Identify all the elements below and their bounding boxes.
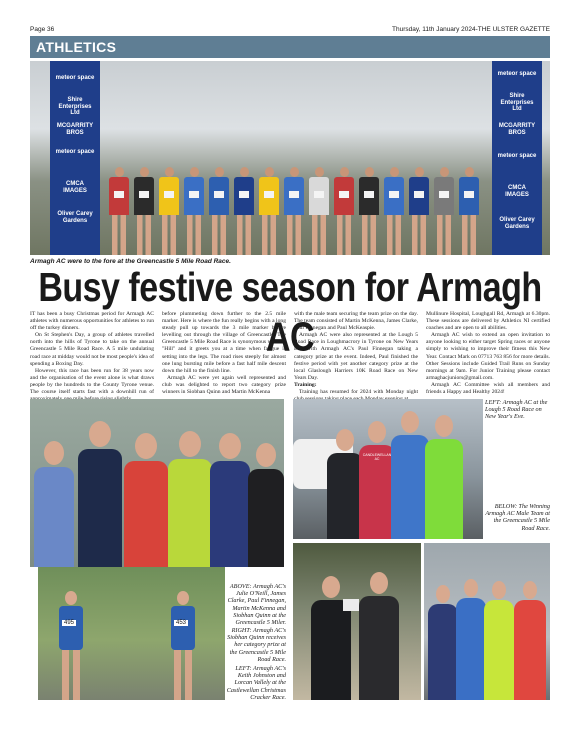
runner-figure — [408, 167, 430, 255]
prize-envelope — [343, 599, 359, 611]
person — [327, 429, 363, 539]
caption-left-bottom: LEFT: Armagh AC's Keith Johnston and Lorcan Vallely at the Castlewellan Christmas Cracker Race. — [226, 665, 286, 701]
race-bib: 495 — [64, 620, 75, 626]
person — [484, 581, 514, 700]
article-body — [30, 311, 550, 399]
paragraph: Mullinure Hospital, Loughgall Rd, Armagh at 6.30pm. These sessions are delivered by Athletics NI certified coaches and are open to all abilities. — [426, 311, 550, 332]
paragraph: with the male team securing the team prize on the day. The team consisted of Martin McKenna, James Clarke, Paul Finnegan and Paul McKeaspie. — [294, 311, 418, 332]
person — [425, 415, 463, 539]
group-photo — [30, 399, 284, 567]
article-column-2 — [162, 311, 286, 399]
banner-logo: Oliver Carey Gardens — [57, 211, 93, 224]
dateline: Thursday, 11th January 2024-THE ULSTER GAZETTE — [392, 26, 550, 33]
lough5-photo — [293, 399, 483, 539]
sponsor-banner-left — [50, 61, 100, 255]
banner-logo: Shire Enterprises Ltd — [58, 97, 92, 117]
headline: Busy festive season for Armagh AC — [38, 265, 542, 360]
subheading: Training: — [294, 381, 317, 388]
paragraph: Armagh AC Committee wish all members and friends a Happy and Healthy 2024! — [426, 381, 550, 396]
banner-logo: Shire Enterprises Ltd — [500, 93, 534, 113]
runner-figure — [183, 167, 205, 255]
paragraph: Armagh AC were yet again well represented and club was delighted to report two category prize winners in Siobhan Quinn and Martin McKenna — [162, 374, 286, 396]
person — [391, 411, 429, 539]
runner-figure — [458, 167, 480, 255]
banner-logo: meteor space — [55, 75, 95, 81]
person — [514, 581, 546, 700]
winning-team-photo — [424, 543, 550, 700]
sponsor-banner-right — [492, 61, 542, 255]
runner-figure — [283, 167, 305, 255]
runner-figure — [258, 167, 280, 255]
runner-figure — [133, 167, 155, 255]
section-title: ATHLETICS — [36, 39, 117, 55]
paragraph: Armagh AC wish to extend an open invitation to anyone looking to either target Spring races or anyone simply to wishing to improve their fitness this New Year. Contact Mark on 07713 763 856 for more details. Other Sessions include Guided Trail Runs on Sunday mornings at 9am. For Junior Training please contact armaghacjuniors@gmail.com. — [426, 332, 550, 381]
person — [78, 421, 122, 567]
person — [456, 579, 486, 700]
caption-right: RIGHT: Armagh AC's Siobhan Quinn receives her category prize at the Greencastle 5 Mile Road Race. — [227, 627, 286, 663]
banner-logo: MCGARRITY BROS — [56, 123, 94, 136]
main-photo-caption: Armagh AC were to the fore at the Greencastle 5 Mile Road Race. — [30, 258, 231, 265]
prize-presentation-photo — [293, 543, 421, 700]
person — [210, 433, 250, 567]
runner-figure — [358, 167, 380, 255]
banner-logo: MCGARRITY BROS — [498, 123, 536, 136]
page-number: Page 36 — [30, 26, 55, 33]
person — [168, 431, 212, 567]
banner-logo: meteor space — [55, 149, 95, 155]
shirt-text: CANDLEWELLAN AC — [362, 453, 392, 461]
paragraph: Armagh AC were also represented at the Lough 5 Road Race in Loughmacrory in Tyrone on New Years Eve with Armagh AC's Paul Finnegan taking a category prize at the event. Indeed, Paul finished the festive period with yet another category prize at the local Glaslough Harriers 10K Road Race on New Years Day. — [294, 332, 418, 381]
paragraph: before plummeting down further to the 2.5 mile marker. Here is where the fun really begins with a long steady pull up towards the 3 mile marker before levelling out through the village of Greencastle. The Greencastle 5 Mile Road Race is synonymous with the "Hill" and it greets you at a time when fatigue is setting into the legs. The road rises steeply for almost one lung bursting mile before a fast half mile descent down the hill to the finish line. — [162, 311, 286, 374]
caption-above: ABOVE: Armagh AC's Julie O'Neill, James Clarke, Paul Finnegan, Martin McKenna and Siobhan Quinn at the Greencastle 5 Miler. — [227, 583, 286, 627]
section-bar — [30, 36, 550, 58]
banner-logo: CMCA IMAGES — [505, 185, 529, 198]
runner-figure — [233, 167, 255, 255]
banner-logo: Oliver Carey Gardens — [499, 217, 535, 230]
person — [311, 576, 351, 700]
race-bib: 453 — [176, 620, 187, 626]
banner-logo: meteor space — [497, 71, 537, 77]
paragraph: IT has been a busy Christmas period for Armagh AC athletes with numerous opportunities for athletes to run off the turkey dinners. — [30, 311, 154, 332]
runner-figure — [108, 167, 130, 255]
runner-figure — [433, 167, 455, 255]
runner — [168, 591, 198, 700]
main-photo — [30, 61, 550, 255]
paragraph: However, this race has been run for 38 years now and the organisation of the event alone is what draws people by the hundreds to the County Tyrone venue. The course itself starts fast with a downhill run of — [30, 367, 154, 396]
paragraph: On St Stephen's Day, a group of athletes travelled north into the hills of Tyrone to take on the annual Greencastle 5 Mile Road Race. A 5 mile undulating road race at midday would not be most people's idea of spending a Boxing Day. — [30, 332, 154, 367]
banner-logo: CMCA IMAGES — [63, 181, 87, 194]
article-column-4 — [426, 311, 550, 399]
runner-figure — [308, 167, 330, 255]
runner — [56, 591, 86, 700]
runner-figure — [333, 167, 355, 255]
article-column-1 — [30, 311, 154, 399]
person — [359, 421, 395, 539]
caption-left-top: LEFT: Armagh AC at the Lough 5 Road Race on New Year's Eve. — [485, 399, 548, 421]
race-photo — [38, 567, 225, 700]
caption-below: BELOW: The Winning Armagh AC Male Team at the Greencastle 5 Mile Road Race. — [485, 503, 550, 532]
runner-figure — [383, 167, 405, 255]
person — [34, 441, 74, 567]
runner-figure — [158, 167, 180, 255]
paragraph: Training has resumed for 2024 with Monday night — [299, 389, 418, 396]
person — [359, 572, 399, 700]
page-header — [30, 26, 550, 36]
banner-logo: meteor space — [497, 153, 537, 159]
person — [428, 585, 458, 700]
runner-figure — [208, 167, 230, 255]
person — [124, 433, 168, 567]
article-column-3 — [294, 311, 418, 399]
person — [248, 443, 284, 567]
